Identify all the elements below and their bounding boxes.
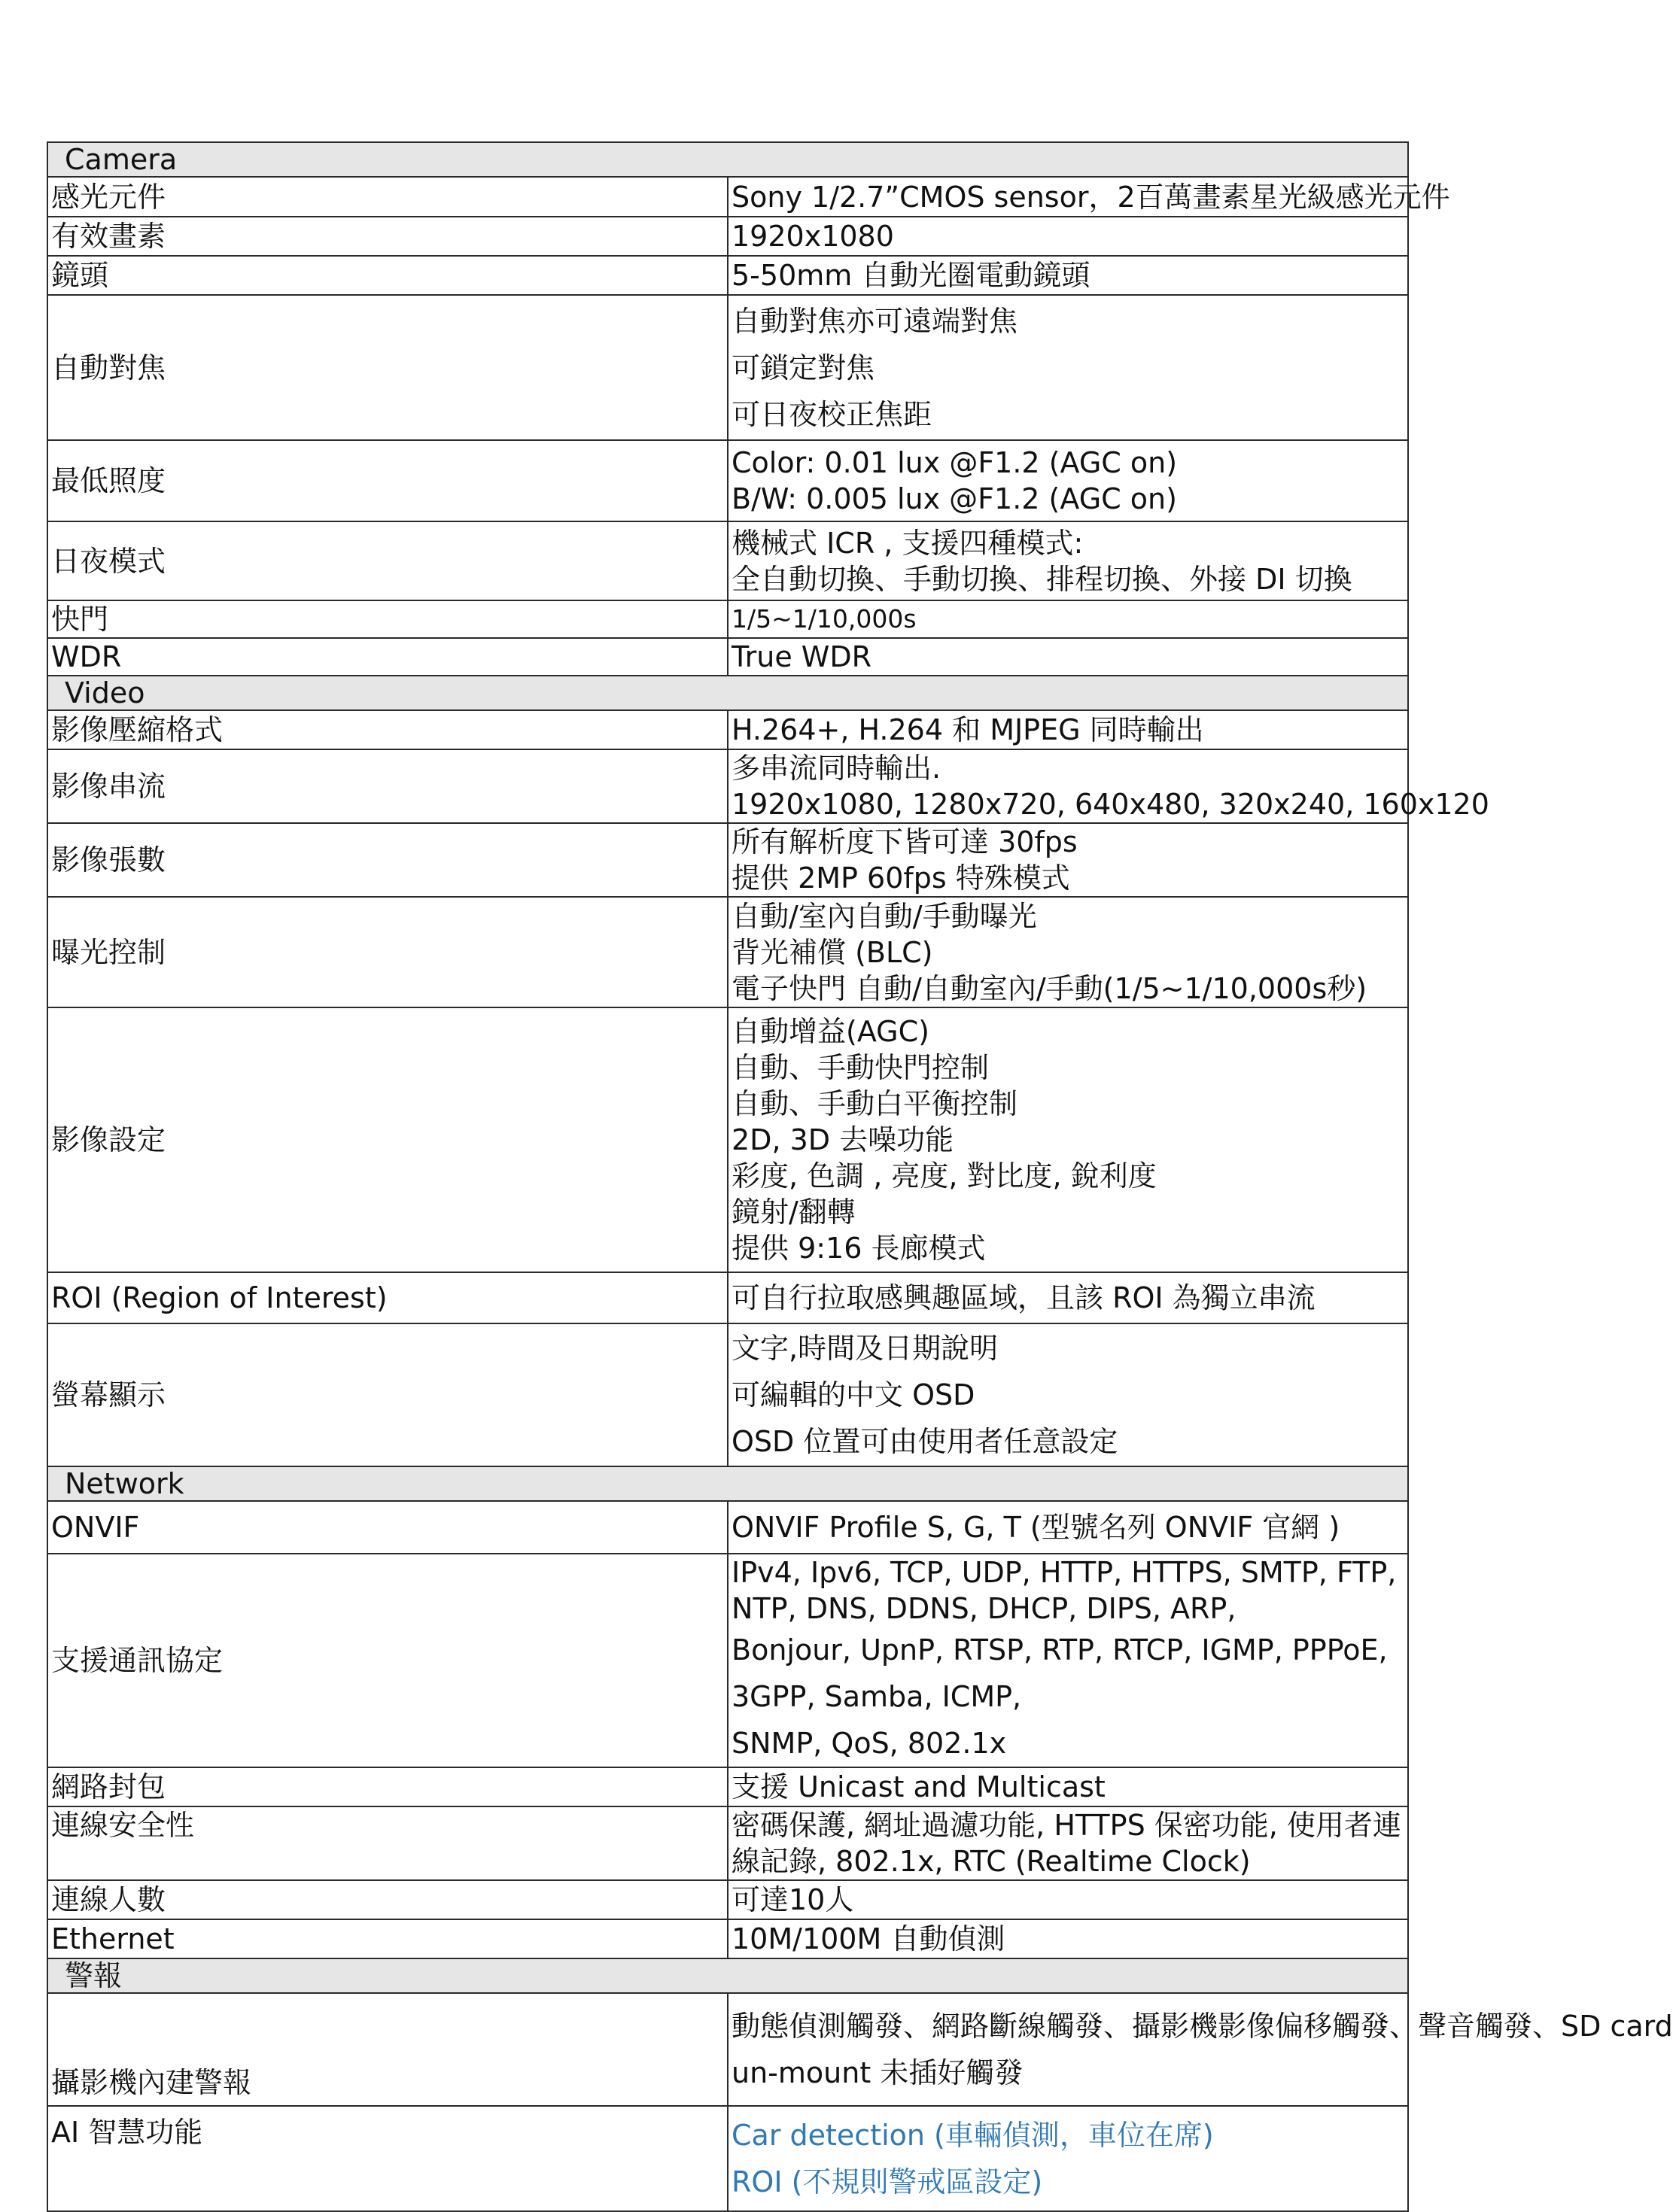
value-line: Car detection (車輛偵測，車位在席) — [732, 2119, 1214, 2152]
value-line: 自動、手動白平衡控制 — [732, 1087, 1018, 1120]
row-value — [728, 177, 1450, 217]
value-line: 2D, 3D 去噪功能 — [732, 1123, 954, 1156]
row-label: ROI (Region of Interest) — [47, 1272, 728, 1323]
value-line: IPv4, Ipv6, TCP, UDP, HTTP, HTTPS, SMTP, FTP, NTP, DNS, DDNS, DHCP, DIPS, ARP, — [732, 1556, 1397, 1625]
value-line: 提供 9:16 長廊模式 — [732, 1232, 986, 1265]
value-line: 10M/100M 自動偵測 — [732, 1922, 1005, 1955]
value-line: 密碼保護, 網址過濾功能, HTTPS 保密功能, 使用者連線記錄, 802.1x, RTC (Realtime Clock) — [732, 1809, 1401, 1878]
table-row — [47, 521, 1408, 600]
table-row — [47, 1272, 1408, 1323]
section-title: Camera — [47, 142, 1408, 177]
value-line: 可日夜校正焦距 — [732, 397, 932, 431]
value-line: 可鎖定對焦 — [732, 351, 875, 384]
value-line: 可達10人 — [732, 1883, 854, 1916]
row-value — [728, 521, 1408, 600]
row-label: 曝光控制 — [47, 897, 728, 1007]
table-row — [47, 749, 1408, 823]
table-row — [47, 1919, 1408, 1958]
value-line: 文字,時間及日期說明 — [732, 1332, 999, 1365]
value-line: 自動對焦亦可遠端對焦 — [732, 304, 1018, 338]
row-label: 快門 — [47, 600, 728, 638]
value-line: ROI (不規則警戒區設定) — [732, 2165, 1043, 2198]
value-line: 自動/室內自動/手動曝光 — [732, 899, 1037, 933]
table-row — [47, 710, 1408, 749]
row-value — [728, 1880, 1408, 1919]
value-line: SNMP, QoS, 802.1x — [732, 1727, 1007, 1760]
table-row — [47, 1501, 1408, 1554]
value-line: B/W: 0.005 lux @F1.2 (AGC on) — [732, 482, 1177, 515]
value-line: 彩度, 色調 , 亮度, 對比度, 銳利度 — [732, 1159, 1157, 1193]
value-line: H.264+, H.264 和 MJPEG 同時輸出 — [732, 713, 1204, 746]
table-row — [47, 1806, 1408, 1880]
section-network — [47, 1466, 1408, 1501]
row-label: 支援通訊協定 — [47, 1554, 728, 1767]
table-row — [47, 177, 1408, 217]
table-row — [47, 256, 1408, 295]
row-label: Ethernet — [47, 1919, 728, 1958]
value-line: 支援 Unicast and Multicast — [732, 1770, 1106, 1803]
value-line: ONVIF Profile S, G, T (型號名列 ONVIF 官網 ) — [732, 1511, 1340, 1544]
row-value — [728, 1007, 1408, 1272]
row-value — [728, 600, 1408, 638]
row-value — [728, 638, 1408, 676]
row-label: 鏡頭 — [47, 256, 728, 295]
value-line: 1/5~1/10,000s — [732, 604, 917, 634]
row-value — [728, 710, 1408, 749]
table-row — [47, 1323, 1408, 1466]
value-line: True WDR — [732, 640, 872, 673]
section-video — [47, 676, 1408, 710]
table-row — [47, 638, 1408, 676]
row-value — [728, 1323, 1408, 1466]
spec-table — [47, 141, 1673, 2212]
row-value — [728, 295, 1408, 440]
row-value — [728, 1767, 1408, 1806]
table-row — [47, 217, 1408, 256]
section-alarm — [47, 1958, 1408, 1993]
table-row — [47, 295, 1408, 440]
row-value — [728, 749, 1489, 823]
row-label: WDR — [47, 638, 728, 676]
table-row — [47, 1007, 1408, 1272]
row-value — [728, 897, 1408, 1007]
row-label: 影像設定 — [47, 1007, 728, 1272]
row-value — [728, 1919, 1408, 1958]
value-line: 1920x1080, 1280x720, 640x480, 320x240, 160x120 — [732, 788, 1489, 821]
value-line: un-mount 未插好觸發 — [732, 2056, 1024, 2089]
value-line: 機械式 ICR , 支援四種模式: — [732, 526, 1084, 560]
table-row — [47, 440, 1408, 521]
table-row — [47, 1554, 1408, 1767]
row-label: 有效畫素 — [47, 217, 728, 256]
value-line: 自動增益(AGC) — [732, 1015, 929, 1048]
row-label: 連線人數 — [47, 1880, 728, 1919]
value-line: 可自行拉取感興趣區域，且該 ROI 為獨立串流 — [732, 1281, 1316, 1314]
value-line: Color: 0.01 lux @F1.2 (AGC on) — [732, 446, 1178, 479]
table-row — [47, 1880, 1408, 1919]
row-value — [728, 217, 1408, 256]
table-row — [47, 1767, 1408, 1806]
row-label: 影像串流 — [47, 749, 728, 823]
row-label: AI 智慧功能 — [47, 2106, 728, 2211]
value-line: 全自動切換、手動切換、排程切換、外接 DI 切換 — [732, 562, 1352, 596]
value-line: 提供 2MP 60fps 特殊模式 — [732, 861, 1070, 895]
row-value — [728, 1554, 1408, 1767]
spec-sheet — [47, 141, 1673, 2212]
value-line: 電子快門 自動/自動室內/手動(1/5~1/10,000s秒) — [732, 971, 1367, 1005]
row-value — [728, 823, 1408, 897]
value-line: 5-50mm 自動光圈電動鏡頭 — [732, 259, 1090, 292]
row-label: 最低照度 — [47, 440, 728, 521]
value-line: Sony 1/2.7”CMOS sensor，2百萬畫素星光級感光元件 — [732, 180, 1450, 214]
section-title: Network — [47, 1466, 1408, 1501]
row-value — [728, 256, 1408, 295]
section-camera — [47, 142, 1408, 177]
value-line: 鏡射/翻轉 — [732, 1196, 856, 1229]
value-line: 1920x1080 — [732, 220, 894, 253]
table-row — [47, 1993, 1408, 2106]
value-line: 多串流同時輸出. — [732, 752, 941, 785]
row-label: 網路封包 — [47, 1767, 728, 1806]
row-label: 日夜模式 — [47, 521, 728, 600]
row-label: 感光元件 — [47, 177, 728, 217]
section-title: Video — [47, 676, 1408, 710]
table-row — [47, 2106, 1408, 2211]
row-label: 影像張數 — [47, 823, 728, 897]
row-value — [728, 1501, 1408, 1554]
section-title: 警報 — [47, 1958, 1408, 1993]
table-row — [47, 897, 1408, 1007]
table-row — [47, 600, 1408, 638]
row-label: 螢幕顯示 — [47, 1323, 728, 1466]
value-line: 背光補償 (BLC) — [732, 935, 933, 969]
row-value — [728, 440, 1408, 521]
row-label: ONVIF — [47, 1501, 728, 1554]
row-value — [728, 2106, 1408, 2211]
row-value — [728, 1993, 1673, 2106]
row-value — [728, 1272, 1408, 1323]
value-line: 所有解析度下皆可達 30fps — [732, 825, 1078, 858]
row-value — [728, 1806, 1408, 1880]
value-line: 動態偵測觸發、網路斷線觸發、攝影機影像偏移觸發、聲音觸發、SD card — [732, 2010, 1673, 2043]
row-label: 連線安全性 — [47, 1806, 728, 1880]
row-label: 攝影機內建警報 — [47, 1993, 728, 2106]
value-line: Bonjour, UpnP, RTSP, RTP, RTCP, IGMP, PPPoE, 3GPP, Samba, ICMP, — [732, 1633, 1388, 1713]
row-label: 自動對焦 — [47, 295, 728, 440]
value-line: 可編輯的中文 OSD — [732, 1378, 975, 1411]
table-row — [47, 823, 1408, 897]
value-line: OSD 位置可由使用者任意設定 — [732, 1425, 1118, 1458]
row-label: 影像壓縮格式 — [47, 710, 728, 749]
value-line: 自動、手動快門控制 — [732, 1051, 990, 1084]
